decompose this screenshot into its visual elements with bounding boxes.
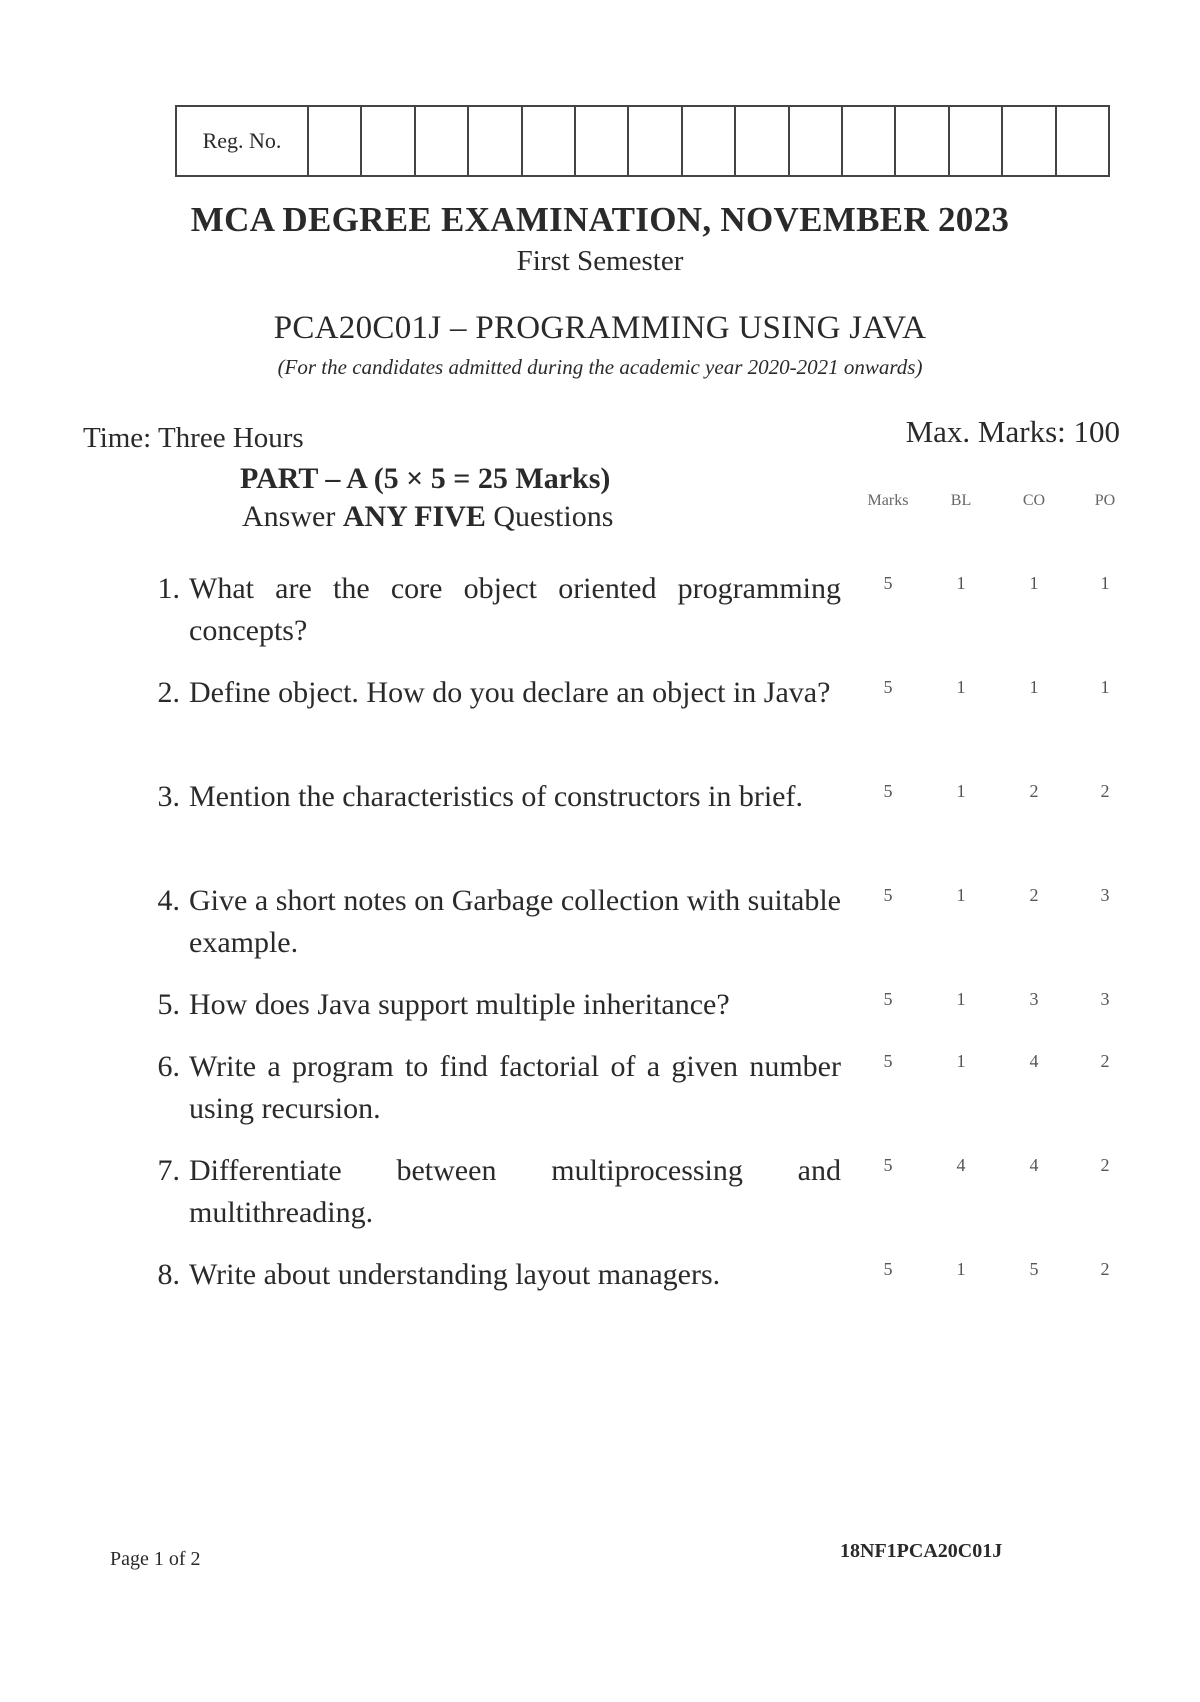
- question-bl: 1: [956, 781, 966, 801]
- question-co: 2: [1029, 781, 1039, 801]
- instruction-emphasis: ANY FIVE: [342, 500, 486, 533]
- eligibility-note: (For the candidates admitted during the academic year 2020-2021 onwards): [277, 355, 923, 379]
- question-marks: 5: [883, 885, 893, 905]
- part-title: PART – A (5 × 5 = 25 Marks): [240, 462, 611, 495]
- instruction-suffix: Questions: [485, 500, 614, 533]
- question-marks: 5: [883, 1051, 893, 1071]
- question-text: Give a short notes on Garbage collection with suitable example.: [189, 884, 841, 959]
- exam-duration: Time: Three Hours: [83, 422, 304, 454]
- semester: First Semester: [516, 245, 684, 277]
- reg-no-cell: [523, 107, 576, 175]
- question-number: 1.: [157, 572, 180, 605]
- reg-no-cell: [736, 107, 789, 175]
- question-bl: 1: [956, 1259, 966, 1279]
- reg-no-cell: [469, 107, 522, 175]
- column-header-bl: BL: [950, 492, 972, 509]
- question-co: 4: [1029, 1051, 1039, 1071]
- question-text: Mention the characteristics of constructors in brief.: [189, 780, 803, 813]
- question-bl: 1: [956, 989, 966, 1009]
- question-number: 6.: [157, 1050, 180, 1083]
- reg-no-cell: [1057, 107, 1108, 175]
- question-po: 2: [1100, 781, 1110, 801]
- reg-no-cell: [416, 107, 469, 175]
- exam-title: MCA DEGREE EXAMINATION, NOVEMBER 2023: [190, 200, 1010, 239]
- question-text: What are the core object oriented programming concepts?: [189, 572, 841, 647]
- reg-no-cell: [309, 107, 362, 175]
- register-number-box: [175, 105, 1110, 177]
- question-po: 1: [1100, 573, 1110, 593]
- reg-no-label: Reg. No.: [177, 107, 309, 175]
- question-marks: 5: [883, 677, 893, 697]
- question-number: 8.: [157, 1258, 180, 1291]
- part-instruction: [242, 500, 613, 534]
- question-co: 5: [1029, 1259, 1039, 1279]
- reg-no-cell: [362, 107, 415, 175]
- question-bl: 4: [956, 1155, 966, 1175]
- reg-no-cell: [896, 107, 949, 175]
- question-co: 4: [1029, 1155, 1039, 1175]
- column-header-po: PO: [1094, 492, 1116, 509]
- reg-no-cells: [309, 107, 1108, 175]
- reg-no-cell: [843, 107, 896, 175]
- question-number: 3.: [157, 780, 180, 813]
- question-marks: 5: [883, 781, 893, 801]
- question-text: Write a program to find factorial of a given number using recursion.: [189, 1050, 841, 1125]
- question-po: 3: [1100, 885, 1110, 905]
- question-number: 5.: [157, 988, 180, 1021]
- question-text: Write about understanding layout managers.: [189, 1258, 721, 1291]
- question-co: 3: [1029, 989, 1039, 1009]
- question-bl: 1: [956, 677, 966, 697]
- instruction-prefix: Answer: [242, 500, 343, 533]
- page-number: Page 1 of 2: [110, 1548, 201, 1570]
- column-header-co: CO: [1022, 492, 1046, 509]
- reg-no-cell: [576, 107, 629, 175]
- question-bl: 1: [956, 1051, 966, 1071]
- question-po: 2: [1100, 1155, 1110, 1175]
- question-co: 2: [1029, 885, 1039, 905]
- question-bl: 1: [956, 885, 966, 905]
- question-number: 7.: [157, 1154, 180, 1187]
- reg-no-cell: [790, 107, 843, 175]
- question-text: Define object. How do you declare an object in Java?: [189, 676, 831, 709]
- reg-no-cell: [629, 107, 682, 175]
- reg-no-cell: [950, 107, 1003, 175]
- reg-no-cell: [1003, 107, 1056, 175]
- column-header-marks: Marks: [867, 492, 909, 509]
- question-number: 4.: [157, 884, 180, 917]
- question-text: Differentiate between multiprocessing and multithreading.: [189, 1154, 841, 1229]
- question-po: 3: [1100, 989, 1110, 1009]
- reg-no-cell: [683, 107, 736, 175]
- question-text: How does Java support multiple inheritance?: [189, 988, 730, 1021]
- question-po: 2: [1100, 1259, 1110, 1279]
- question-number: 2.: [157, 676, 180, 709]
- question-marks: 5: [883, 1259, 893, 1279]
- question-bl: 1: [956, 573, 966, 593]
- question-co: 1: [1029, 677, 1039, 697]
- course-title: PCA20C01J – PROGRAMMING USING JAVA: [273, 310, 927, 346]
- paper-code: 18NF1PCA20C01J: [840, 1540, 1003, 1562]
- question-marks: 5: [883, 989, 893, 1009]
- question-marks: 5: [883, 573, 893, 593]
- question-co: 1: [1029, 573, 1039, 593]
- question-po: 2: [1100, 1051, 1110, 1071]
- question-po: 1: [1100, 677, 1110, 697]
- max-marks: Max. Marks: 100: [905, 414, 1120, 449]
- question-marks: 5: [883, 1155, 893, 1175]
